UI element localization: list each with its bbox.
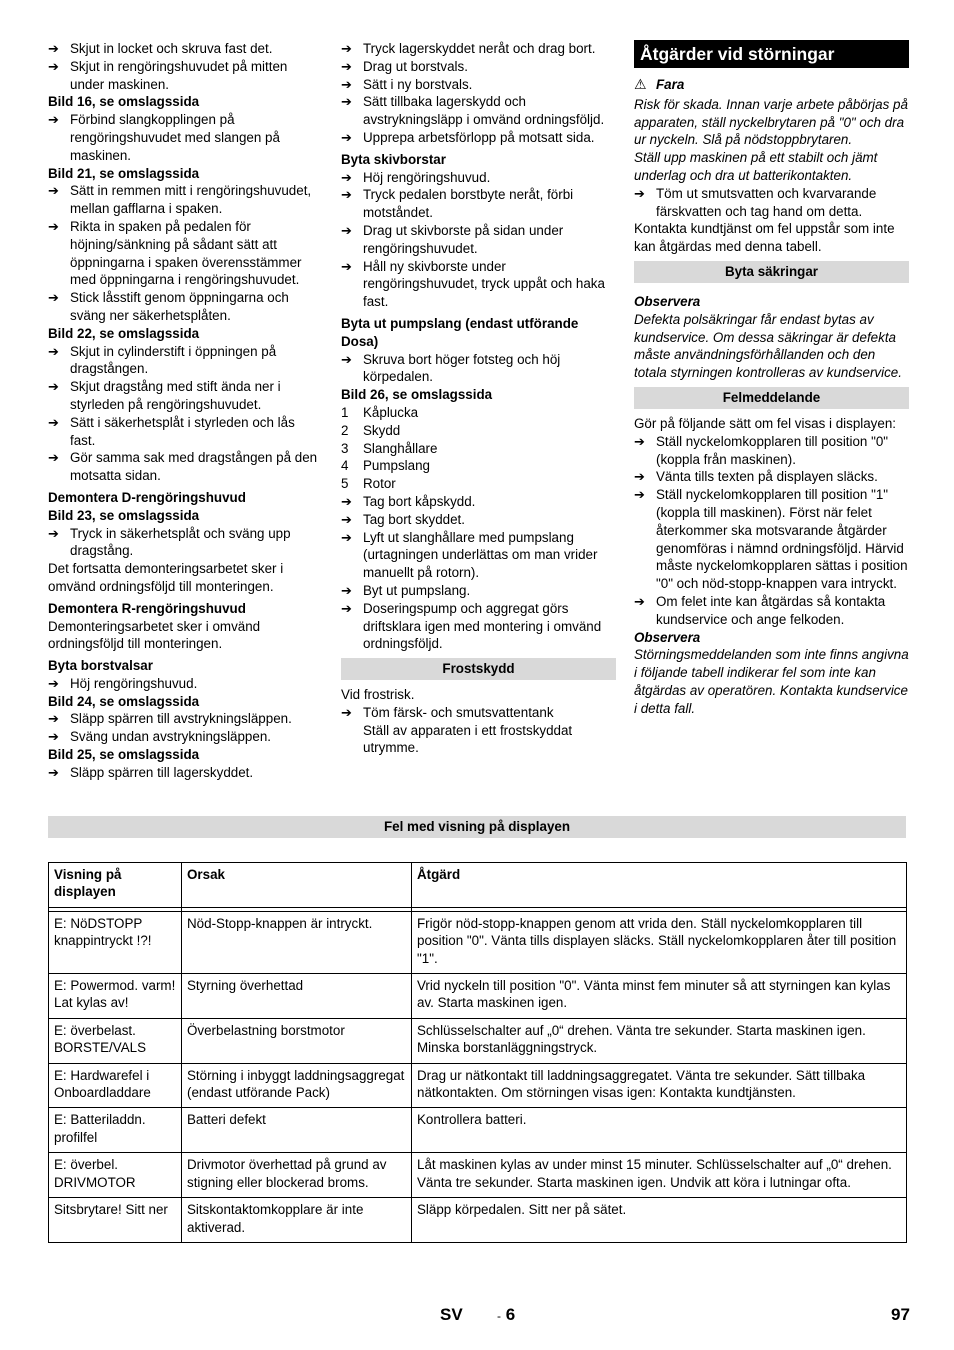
- list-item: ➔ Töm färsk- och smutsvattentank: [341, 704, 554, 720]
- section-heading-frostskydd: Frostskydd: [341, 658, 616, 680]
- arrow-icon: ➔: [634, 593, 645, 609]
- warning-text: Risk för skada. Innan varje arbete påbörjas på apparaten, ställ nyckelbrytaren på "0" och dra ur nyckeln. Slå på nödstoppbrytaren.: [634, 96, 908, 148]
- cell-display: E: överbelast. BORSTE/VALS: [49, 1018, 182, 1063]
- cell-cause: Styrning överhettad: [182, 974, 412, 1019]
- section-heading-felmeddelande: Felmeddelande: [634, 387, 909, 409]
- legend-item: 3 Slanghållare: [341, 440, 438, 456]
- chapter-title: Åtgärder vid störningar: [634, 40, 909, 68]
- arrow-icon: ➔: [48, 183, 59, 199]
- column-header-display: Visning på displayen: [49, 863, 182, 908]
- footer-language: SV: [440, 1305, 463, 1324]
- paragraph: Gör på följande sätt om fel visas i displayen:: [634, 415, 896, 431]
- legend-item: 1 Kåplucka: [341, 404, 419, 420]
- warning-triangle-icon: ⚠: [634, 76, 647, 92]
- list-item: ➔ Sätt tillbaka lagerskydd och avstrykningsläpp i omvänd ordningsföljd.: [341, 94, 605, 128]
- cell-cause: Drivmotor överhettad på grund av stigning eller blockerad broms.: [182, 1153, 412, 1198]
- list-item: ➔ Skjut in locket och skruva fast det.: [48, 41, 273, 56]
- section-heading: Demontera D-rengöringshuvud: [48, 489, 246, 505]
- cell-display: E: NöDSTOPP knappintryckt !?!: [49, 911, 182, 973]
- cell-cause: Nöd-Stopp-knappen är intryckt.: [182, 911, 412, 973]
- list-item: ➔ Upprepa arbetsförlopp på motsatt sida.: [341, 129, 595, 145]
- arrow-icon: ➔: [341, 129, 352, 145]
- paragraph: Ställ av apparaten i ett frostskyddat utrymme.: [363, 722, 573, 756]
- list-item: ➔ Drag ut borstvals.: [341, 58, 468, 74]
- table-row: [49, 1153, 907, 1198]
- list-item: ➔ Ställ nyckelomkopplaren till position "0" (koppla från maskinen).: [634, 433, 889, 467]
- list-item: ➔ Gör samma sak med dragstången på den motsatta sidan.: [48, 450, 318, 484]
- error-table: [48, 862, 907, 1243]
- column-middle: [341, 40, 616, 757]
- table-section-heading: Fel med visning på displayen: [48, 816, 906, 838]
- list-item: ➔ Byt ut pumpslang.: [341, 582, 471, 598]
- list-item: ➔ Doseringspump och aggregat görs driftsklara igen med montering i omvänd ordningsföljd.: [341, 600, 602, 652]
- arrow-icon: ➔: [48, 112, 59, 128]
- arrow-icon: ➔: [48, 729, 59, 745]
- legend-item: 5 Rotor: [341, 476, 396, 492]
- arrow-icon: ➔: [48, 675, 59, 691]
- cell-cause: Sitskontaktomkopplare är inte aktiverad.: [182, 1198, 412, 1243]
- column-left: [48, 40, 320, 782]
- list-item: ➔ Höj rengöringshuvud.: [48, 675, 198, 691]
- cell-remedy: Släpp körpedalen. Sitt ner på sätet.: [412, 1198, 907, 1243]
- list-item: ➔ Stick låsstift genom öppningarna och sväng ner säkerhetsplåten.: [48, 290, 289, 323]
- subheading: Bild 16, se omslagssida: [48, 94, 200, 110]
- arrow-icon: ➔: [341, 94, 352, 110]
- cell-display: E: Batteriladdn. profilfel: [49, 1108, 182, 1153]
- cell-display: E: Powermod. varm! Lat kylas av!: [49, 974, 182, 1019]
- paragraph: Vid frostrisk.: [341, 687, 415, 703]
- list-item: ➔ Sätt i ny borstvals.: [341, 76, 473, 92]
- cell-cause: Störning i inbyggt laddningsaggregat (endast utförande Pack): [182, 1063, 412, 1108]
- table-row: [49, 974, 907, 1019]
- footer-page-number: 97: [891, 1305, 910, 1324]
- list-item: ➔ Rikta in spaken på pedalen för höjning/sänkning på sådant sätt att öppningarna i spaken överensstämmer med öppningarna i rengöringshuvudet.: [48, 218, 302, 288]
- list-item: ➔ Töm ut smutsvatten och kvarvarande färskvatten och tag hand om detta.: [634, 185, 877, 219]
- subheading: Bild 23, se omslagssida: [48, 507, 200, 523]
- cell-display: Sitsbrytare! Sitt ner: [49, 1198, 182, 1243]
- arrow-icon: ➔: [48, 343, 59, 359]
- table-row: [49, 1108, 907, 1153]
- note-text: Störningsmeddelanden som inte finns angivna i följande tabell indikerar fel som inte kan åtgärdas av operatören. Kontakta kundservice i detta fall.: [634, 647, 909, 716]
- list-item: ➔ Om felet inte kan åtgärdas så kontakta kundservice och ange felkoden.: [634, 593, 886, 627]
- list-item: ➔ Tryck lagerskyddet neråt och drag bort.: [341, 41, 596, 56]
- list-item: ➔ Förbind slangkopplingen på rengöringshuvudet med slangen på maskinen.: [48, 112, 280, 163]
- column-right: [634, 40, 909, 718]
- table-row: [49, 911, 907, 973]
- list-item: ➔ Drag ut skivborste på sidan under rengöringshuvudet.: [341, 222, 564, 256]
- list-item: ➔ Sväng undan avstrykningsläppen.: [48, 729, 271, 745]
- cell-remedy: Drag ur nätkontakt till laddningsaggregatet. Vänta tre sekunder. Sätt tillbaka nätkontakten. Om störningen visas igen: Kontakta kundtjänsten.: [412, 1063, 907, 1108]
- table-row: [49, 1063, 907, 1108]
- arrow-icon: ➔: [341, 258, 352, 274]
- arrow-icon: ➔: [634, 185, 645, 201]
- cell-remedy: Schlüsselschalter auf „0“ drehen. Vänta tre sekunder. Starta maskinen igen. Minska borstanläggningstryck.: [412, 1018, 907, 1063]
- cell-cause: Batteri defekt: [182, 1108, 412, 1153]
- cell-remedy: Låt maskinen kylas av under minst 15 minuter. Schlüsselschalter auf „0“ drehen. Vänta tre sekunder. Starta maskinen igen. Undvik att köra i lutningar ofta.: [412, 1153, 907, 1198]
- subheading: Bild 26, se omslagssida: [341, 387, 493, 403]
- subheading: Bild 25, se omslagssida: [48, 747, 200, 763]
- legend-item: 4 Pumpslang: [341, 458, 430, 474]
- arrow-icon: ➔: [48, 218, 59, 234]
- cell-remedy: Vrid nyckeln till position "0". Vänta minst fem minuter så att styrningen kan kylas av. Starta maskinen igen.: [412, 974, 907, 1019]
- arrow-icon: ➔: [48, 764, 59, 780]
- list-item: ➔ Höj rengöringshuvud.: [341, 169, 491, 185]
- list-item: ➔ Lyft ut slanghållare med pumpslang (urtagningen underlättas om man vrider manuellt på rotorn).: [341, 529, 598, 581]
- list-item: ➔ Skruva bort höger fotsteg och höj körpedalen.: [341, 351, 561, 385]
- arrow-icon: ➔: [634, 469, 645, 485]
- warning-label: ⚠ Fara: [634, 76, 685, 92]
- paragraph: Demonteringsarbetet sker i omvänd ordningsföljd till monteringen.: [48, 618, 261, 652]
- list-item: ➔ Tag bort kåpskydd.: [341, 493, 476, 509]
- section-heading: Byta ut pumpslang (endast utförande Dosa): [341, 315, 579, 349]
- table-row: [49, 1018, 907, 1063]
- list-item: ➔ Skjut in cylinderstift i öppningen på dragstången.: [48, 343, 277, 377]
- note-label: Observera: [634, 629, 701, 645]
- arrow-icon: ➔: [48, 711, 59, 727]
- subheading: Bild 21, se omslagssida: [48, 165, 200, 181]
- section-heading: Byta borstvalsar: [48, 658, 153, 674]
- arrow-icon: ➔: [341, 351, 352, 367]
- list-item: ➔ Vänta tills texten på displayen släcks.: [634, 469, 878, 485]
- subheading: Bild 22, se omslagssida: [48, 325, 200, 341]
- arrow-icon: ➔: [48, 525, 59, 541]
- list-item: ➔ Släpp spärren till lagerskyddet.: [48, 764, 254, 780]
- list-item: ➔ Ställ nyckelomkopplaren till position "1" (koppla till maskinen). Först när felet återkommer ska motsvarande åtgärder genomföras i nämnd ordningsföljd. Härvid måste nyckelomkopplaren sättas i position "0" och nöd-stopp-knappen vara intryckt.: [634, 487, 908, 592]
- arrow-icon: ➔: [48, 58, 59, 74]
- paragraph: Det fortsatta demonteringsarbetet sker i omvänd ordningsföljd till monteringen.: [48, 561, 284, 594]
- column-header-cause: Orsak: [182, 863, 412, 908]
- arrow-icon: ➔: [341, 529, 352, 545]
- list-item: ➔ Skjut dragstång med stift ända ner i styrleden på rengöringshuvudet.: [48, 379, 281, 412]
- list-item: ➔ Skjut in rengöringshuvudet på mitten under maskinen.: [48, 58, 288, 92]
- arrow-icon: ➔: [341, 704, 352, 720]
- column-header-remedy: Åtgärd: [412, 863, 907, 908]
- arrow-icon: ➔: [48, 379, 59, 395]
- arrow-icon: ➔: [341, 511, 352, 527]
- note-label: Observera: [634, 293, 701, 309]
- list-item: ➔ Tryck in säkerhetsplåt och sväng upp dragstång.: [48, 525, 291, 559]
- list-item: ➔ Sätt i säkerhetsplåt i styrleden och lås fast.: [48, 414, 295, 448]
- note-text: Defekta polsäkringar får endast bytas av kundservice. Om dessa säkringar är defekta måste användningsförhållanden och den totala styrningen kontrolleras av kundservice.: [634, 311, 902, 381]
- arrow-icon: ➔: [341, 58, 352, 74]
- list-item: ➔ Tag bort skyddet.: [341, 511, 465, 527]
- footer-local-page: - 6: [497, 1305, 516, 1324]
- warning-text: Ställ upp maskinen på ett stabilt och jämt underlag och dra ut batterikontakten.: [634, 150, 878, 183]
- arrow-icon: ➔: [634, 487, 645, 503]
- cell-remedy: Frigör nöd-stopp-knappen genom att vrida den. Ställ nyckelomkopplaren till position "0". Vänta tills displayen släcks. Ställ nyckelomkopplaren åter till position "1".: [412, 911, 907, 973]
- arrow-icon: ➔: [341, 493, 352, 509]
- paragraph: Kontakta kundtjänst om fel uppstår som inte kan åtgärdas med denna tabell.: [634, 221, 895, 255]
- list-item: ➔ Tryck pedalen borstbyte neråt, förbi motståndet.: [341, 187, 574, 221]
- arrow-icon: ➔: [341, 76, 352, 92]
- arrow-icon: ➔: [48, 290, 59, 306]
- arrow-icon: ➔: [634, 433, 645, 449]
- cell-display: E: överbel. DRIVMOTOR: [49, 1153, 182, 1198]
- list-item: ➔ Släpp spärren till avstrykningsläppen.: [48, 711, 292, 727]
- arrow-icon: ➔: [341, 187, 352, 203]
- arrow-icon: ➔: [341, 582, 352, 598]
- cell-remedy: Kontrollera batteri.: [412, 1108, 907, 1153]
- cell-display: E: Hardwarefel i Onboardladdare: [49, 1063, 182, 1108]
- arrow-icon: ➔: [48, 41, 59, 56]
- arrow-icon: ➔: [341, 600, 352, 616]
- section-heading-byta-sakringar: Byta säkringar: [634, 261, 909, 283]
- arrow-icon: ➔: [48, 450, 59, 466]
- subheading: Bild 24, se omslagssida: [48, 693, 200, 709]
- arrow-icon: ➔: [341, 222, 352, 238]
- section-heading: Demontera R-rengöringshuvud: [48, 600, 246, 616]
- table-row: [49, 1198, 907, 1243]
- legend-item: 2 Skydd: [341, 422, 401, 438]
- list-item: ➔ Håll ny skivborste under rengöringshuvudet, tryck uppåt och haka fast.: [341, 258, 605, 310]
- section-heading: Byta skivborstar: [341, 151, 446, 167]
- arrow-icon: ➔: [341, 169, 352, 185]
- table-header-row: [49, 863, 907, 908]
- arrow-icon: ➔: [48, 414, 59, 430]
- list-item: ➔ Sätt in remmen mitt i rengöringshuvudet, mellan gafflarna i spaken.: [48, 183, 312, 217]
- cell-cause: Överbelastning borstmotor: [182, 1018, 412, 1063]
- arrow-icon: ➔: [341, 41, 352, 56]
